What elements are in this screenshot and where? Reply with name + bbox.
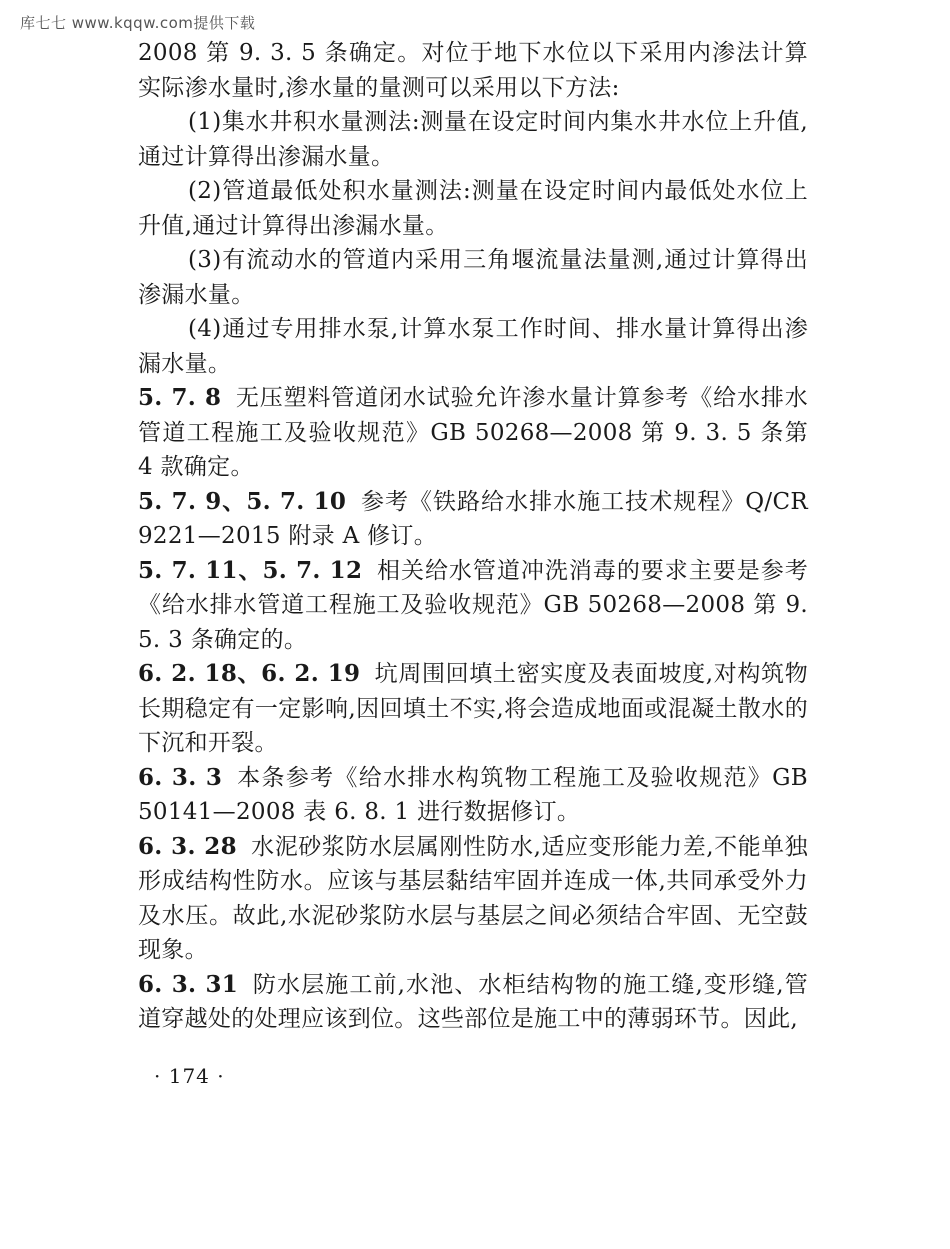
clause-paragraph (138, 830, 808, 968)
clause-paragraph (138, 485, 808, 554)
list-item-method-3 (138, 243, 808, 312)
clause-number: 5. 7. 9、5. 7. 10 (138, 487, 347, 515)
clause-number: 5. 7. 8 (138, 384, 222, 411)
page-number: · 174 · (154, 1064, 225, 1088)
clause-paragraph (138, 761, 808, 830)
paragraph-text: 参考《铁路给水排水施工技术规程》Q/CR 9221—2015 附录 A 修订。 (138, 488, 808, 549)
clause-number: 6. 2. 18、6. 2. 19 (138, 660, 361, 687)
clause-paragraph (138, 968, 808, 1037)
paragraph-text: 本条参考《给水排水构筑物工程施工及验收规范》GB 50141—2008 表 6. 8. 1 进行数据修订。 (138, 764, 808, 825)
clause-number: 6. 3. 3 (138, 763, 223, 791)
paragraph-continuation (138, 36, 808, 105)
paragraph-text: (4)通过专用排水泵,计算水泵工作时间、排水量计算得出渗漏水量。 (138, 316, 808, 377)
watermark-text: 库七七 www.kqqw.com提供下载 (20, 14, 256, 32)
clause-paragraph (138, 554, 808, 658)
list-item-method-2 (138, 174, 808, 243)
document-body (138, 36, 808, 1037)
paragraph-text: 防水层施工前,水池、水柜结构物的施工缝,变形缝,管道穿越处的处理应该到位。这些部位是施工中的薄弱环节。因此, (138, 971, 808, 1032)
paragraph-text: 无压塑料管道闭水试验允许渗水量计算参考《给水排水管道工程施工及验收规范》GB 50268—2008 第 9. 3. 5 条第 4 款确定。 (138, 385, 809, 480)
clause-paragraph (138, 381, 808, 485)
paragraph-text: (1)集水井积水量测法:测量在设定时间内集水井水位上升值,通过计算得出渗漏水量。 (138, 109, 808, 170)
clause-number: 6. 3. 28 (138, 832, 237, 860)
list-item-method-1 (138, 105, 808, 174)
list-item-method-4 (138, 312, 808, 381)
clause-number: 5. 7. 11、5. 7. 12 (138, 556, 363, 584)
paragraph-text: (2)管道最低处积水量测法:测量在设定时间内最低处水位上升值,通过计算得出渗漏水量。 (138, 178, 808, 239)
paragraph-text: 水泥砂浆防水层属刚性防水,适应变形能力差,不能单独形成结构性防水。应该与基层黏结牢固并连成一体,共同承受外力及水压。故此,水泥砂浆防水层与基层之间必须结合牢固、无空鼓现象。 (138, 833, 808, 963)
paragraph-text: 坑周围回填土密实度及表面坡度,对构筑物长期稳定有一定影响,因回填土不实,将会造成地面或混凝土散水的下沉和开裂。 (138, 661, 809, 756)
paragraph-text: 2008 第 9. 3. 5 条确定。对位于地下水位以下采用内渗法计算实际渗水量时,渗水量的量测可以采用以下方法: (138, 40, 808, 101)
paragraph-text: (3)有流动水的管道内采用三角堰流量法量测,通过计算得出渗漏水量。 (138, 247, 808, 308)
paragraph-text: 相关给水管道冲洗消毒的要求主要是参考《给水排水管道工程施工及验收规范》GB 50268—2008 第 9. 5. 3 条确定的。 (138, 557, 809, 653)
clause-paragraph (138, 657, 808, 761)
clause-number: 6. 3. 31 (138, 970, 239, 998)
